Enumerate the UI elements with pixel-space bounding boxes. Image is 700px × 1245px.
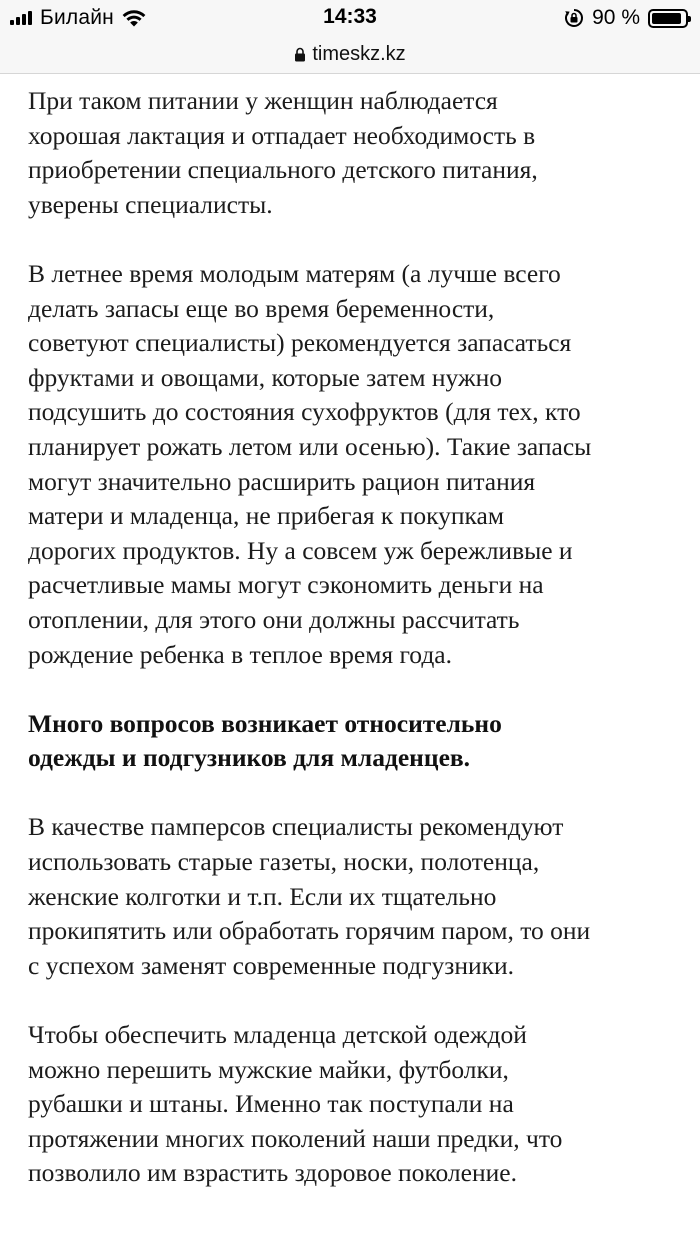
lock-icon (294, 47, 306, 62)
battery-percent: 90 % (592, 6, 640, 29)
battery-icon (648, 9, 688, 28)
article-body (28, 84, 688, 1226)
status-bar (0, 0, 700, 36)
carrier-name: Билайн (40, 6, 114, 29)
battery-nub (688, 16, 691, 22)
paragraph-1: При таком питании у женщин наблюдается хорошая лактация и отпадает необходимость в приобретении специального детского питания, уверены специалисты. (28, 86, 538, 219)
url-text[interactable]: timeskz.kz (312, 43, 406, 65)
status-time: 14:33 (323, 5, 377, 28)
rotation-lock-icon (564, 8, 584, 28)
paragraph-4: Чтобы обеспечить младенца детской одеждой можно перешить мужские майки, футболки, рубашки и штаны. Именно так поступали на протяжении многих поколений наши предки, что позволило им взрастить здоровое поколение. (28, 1020, 563, 1188)
status-right (564, 5, 688, 31)
paragraph-2: В летнее время молодым матерям (а лучше всего делать запасы еще во время беременности, советуют специалисты) рекомендуется запасаться фруктами и овощами, которые затем нужно подсушить до состояния сухофруктов (для тех, кто планирует рожать летом или осенью). Такие запасы могут значительно расширить рацион питания матери и младенца, не прибегая к покупкам дорогих продуктов. Ну а совсем уж бережливые и расчетливые мамы могут сэкономить деньги на отоплении, для этого они должны рассчитать рождение ребенка в теплое время года. (28, 258, 592, 669)
subheading: Много вопросов возникает относительно одежды и подгузников для младенцев. (28, 708, 502, 773)
paragraph-3: В качестве памперсов специалисты рекомендуют использовать старые газеты, носки, полотенца, женские колготки и т.п. Если их тщательно прокипятить или обработать горячим паром, то они с успехом заменят современные подгузники. (28, 812, 591, 980)
battery-fill (652, 13, 681, 24)
address-bar[interactable] (0, 36, 700, 74)
